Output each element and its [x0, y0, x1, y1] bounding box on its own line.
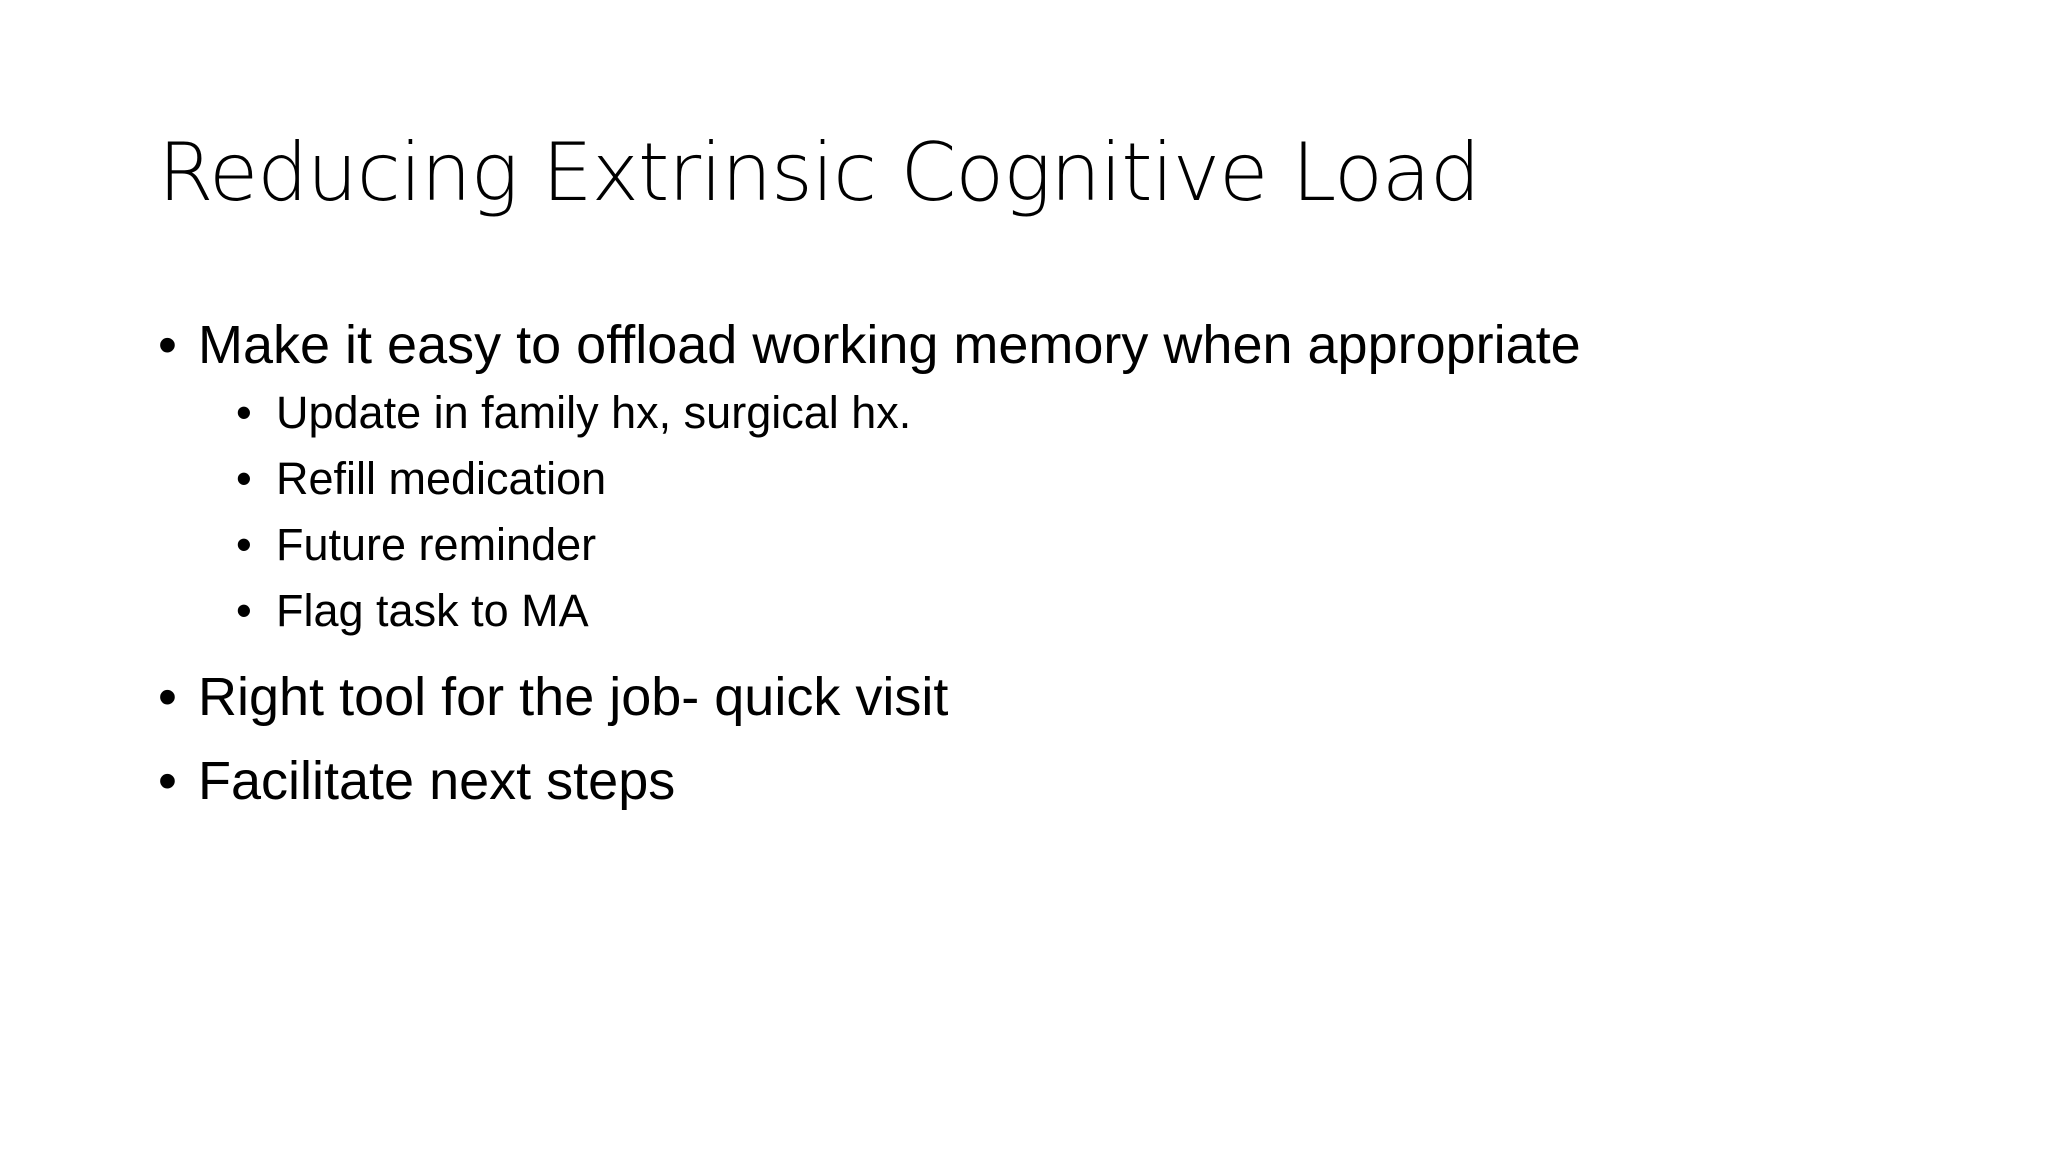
bullet-dot-icon: •: [158, 751, 177, 811]
sub-bullet-item: [158, 380, 1958, 446]
bullet-text: Facilitate next steps: [198, 751, 676, 811]
bullet-dot-icon: •: [236, 387, 252, 438]
bullet-dot-icon: •: [158, 667, 177, 727]
sub-bullet-text: Flag task to MA: [276, 585, 589, 636]
sub-bullet-text: Update in family hx, surgical hx.: [276, 387, 912, 438]
sub-bullet-item: [158, 446, 1958, 512]
bullet-item: [158, 310, 1958, 380]
sub-bullet-text: Refill medication: [276, 453, 607, 504]
bullet-item: [158, 662, 1958, 732]
bullet-list: [158, 310, 1958, 816]
sub-bullet-item: [158, 578, 1958, 644]
bullet-dot-icon: •: [158, 315, 177, 375]
bullet-dot-icon: •: [236, 585, 252, 636]
slide-title: Reducing Extrinsic Cognitive Load: [158, 126, 1480, 219]
bullet-text: Make it easy to offload working memory when appropriate: [198, 315, 1581, 375]
bullet-text: Right tool for the job- quick visit: [198, 667, 949, 727]
sub-bullet-text: Future reminder: [276, 519, 597, 570]
bullet-dot-icon: •: [236, 519, 252, 570]
sub-bullet-item: [158, 512, 1958, 578]
bullet-item: [158, 746, 1958, 816]
bullet-dot-icon: •: [236, 453, 252, 504]
